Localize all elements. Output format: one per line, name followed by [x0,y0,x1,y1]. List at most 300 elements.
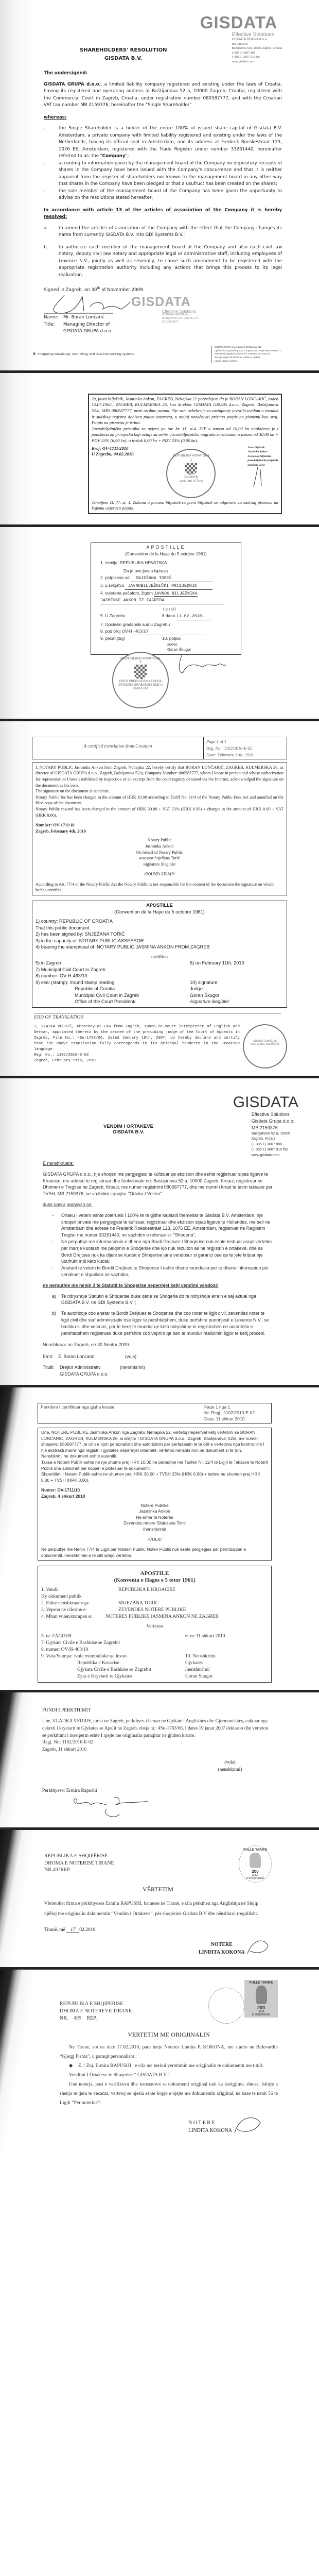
signature-line: /nenshkrimi/ [185,1667,210,1673]
seal-value: JAVNOG BILJEŽNIKA [154,591,198,596]
date-value: 11.02.2010. [176,613,210,620]
nr-value: 499 [73,2015,81,2022]
field-label: 4. ovjerena pečatom, žigom [100,590,153,596]
verification-intro: Ne Tirane, sot ne date 17.02.2010, para meje Noteres Lindita P. KOKONA, me studio ne Bulevardin “Gjergj Fishta”, u paraqit personalisht : [60,2045,278,2060]
apostille-line: 9. Vula/Stampa: /vule rrumbullake qe lexon [41,1654,127,1659]
signer-line: Ne emer te Noteres [136,1514,173,1520]
apostille-convention: (Convention de la Haye du 5 octobre 1961) [114,909,205,914]
round-stamp-note: /ROUND STAMP/ [144,872,175,877]
apostille-certifies: certifies [151,954,168,959]
signer-line: Za javnog bilježnika [247,454,272,458]
stamp-signature-row [91,652,282,708]
signed-text: Signed in Zagreb, on 30 [44,287,97,293]
page-6-albanian-translation [0,1385,319,1690]
translation-date: Data: 11 shkurt 2010 [204,1416,245,1421]
signer-line: /nenshkrimi/ [143,1526,166,1532]
number-signer-row [92,446,278,498]
bullet-icon: ◆ [69,2063,73,2069]
apostille-line: 3) in the capacity of: NOTARY PUBLIC ASSESSOR [36,938,144,943]
notary-signer [247,446,278,488]
tax-stamp [244,1980,278,2018]
whereas-list [44,125,282,202]
letterhead-company: GISDATA GRUPA d.o.o. [232,38,268,41]
logo-tagline: Effective Solutions [232,32,274,38]
seal-line: Republika e Kroacise [77,1660,119,1666]
nr-label: NR. [60,2015,68,2022]
apostille-value: SNJEZANA TORIC [118,1601,159,1606]
verification-date [44,1927,272,1933]
footer [33,346,282,363]
notary-round-stamp [166,449,216,498]
reg-number: Nr. Regj.: 1102/2010-E-02 [204,1410,255,1416]
resolution-label: a. [44,225,48,231]
whereas-item: - the sole member of the management board of the Company has been given the opportunity to advise on the resolutions stated hereafter, [44,188,282,202]
letterhead-line: www.gisdata.com [251,1153,280,1157]
header-line: DHOMA E NOTERISË TIRANË [44,1860,114,1866]
signer-line: assessor Snježana Torić [139,856,180,861]
footer-line: Temeljni kapital 20.000,00 kn uplaćen u cijelosti [214,356,260,359]
page-1-shareholders-resolution [0,0,319,370]
translation-title: A certified translation from Croatian [83,743,152,749]
stamp-text: JAVNI BILJEŽNIK [179,480,204,483]
cert-date: Zagreb, 11 shkurt 2010 [42,1747,87,1752]
authenticity-text: The signature on the document is authentic. [36,789,110,794]
date-day: 17 [66,1927,79,1933]
page-7-translation-end [0,1690,319,1827]
authenticity-text: Nenshkrimi ne dokument eshte autentik. [41,1453,118,1459]
apostille-value: REPUBLIKA E KROACISE [118,1587,175,1593]
letterhead-line: Zagreb, Kroaci [251,1137,275,1141]
resolution-text: to authorize each member of the management board of the Company and also each civil law notary, deputy civil law notary and appropriate legal or administrative staff, including employees of Lexence N.V., jointly as well as severally, to cause such amendment to be registered with the appropriate registration authority including any actions that brings this process to its legal realization. [59,244,282,278]
company-stamp-logo: GISDATA [131,295,191,310]
certification-text: Une, NOTERE PUBLIKE Jasminka Ankon nga Zagrebi, Nehajska 22, vertetoj nepermjet ketij vertetimi se BORAN LONCARIC, ZAGREB, KULMERSKA 26, si drejtor I GISDATA GRUPA d.o.o., Zagreb, Bastijanova, 52/a, me numer shoqerie: 080587777, te cilin e njoh personalisht dhe autorizimin per perfaqesim te te cilit e vertetova nga kontrrollimi I nje ekstrakti marre nga regjistri I gjykates nepermjet internetit, verteton nenshkrimin ne dokument si te tijin. [41,1430,264,1453]
apostille-translation-box [38,1566,272,1683]
letterhead-line: Effective Solutions [251,1111,290,1117]
apostille-value: NOTERES PUBLIKE JASMINA ANKON NE ZAGREB [105,1614,219,1620]
signature-row [44,294,282,335]
undersigned-heading: The undersigned: [44,71,88,76]
letterhead-line: (+ 385 1) 3667 888 [251,1142,282,1146]
certification-date: Zagreb, 4 shkurt 2010 [41,1494,85,1499]
apostille-date: 6. ne 11 shkurt 2010 [185,1634,225,1639]
seal-value-2: JASMINKE ANKON IZ ZAGREBA [100,597,224,604]
seal-line: Gjykata Civile e Bashkise se Zagrebit [77,1667,151,1673]
signatory-name: Mr. Boran Lončarić [63,315,104,320]
title-label: Title: [44,321,55,327]
tax-stamp-unit: LEKE [258,2010,264,2014]
whereas-item: - according to information given by the management board of the Company no depository receipts of shares in the Company have been issued with the Company's concurrence and that it is neither apparent from the register of shareholders nor known to the management board in any other way that shares in the Company have been pledged or that a usufruct has been created on the shares; [44,160,282,188]
signer-line: Zevendes notere Sinjezana Toric [123,1520,186,1526]
rep-label: REP. [60,1867,71,1873]
date-rest: 02.2010 [79,1927,96,1933]
resolution-text: to amend the articles of association of the Company with the effect that the Company changes its name from currently GISDATA B.V. into GDi Systems B.V.; [59,225,282,238]
tax-stamp-title: PULLE TARIFE [243,1848,268,1852]
page-5-albanian-resolution [0,1076,319,1385]
title-label: Titulli: [43,1364,55,1370]
stamps [208,1980,278,2024]
certification-date: Zagreb, February 4th, 2010 [36,828,86,834]
whereas-text: "; [125,154,129,159]
certification-number: Broj: OV-1711/2010 [92,445,129,451]
notary-certification-box [32,762,287,895]
title-block [44,6,167,61]
seal-note: (vula) [125,1354,137,1360]
signature [232,2115,263,2138]
apostille-translation-box [32,901,287,1008]
round-stamp-note: /VULA/ [148,1536,162,1542]
cert-reg-number: Reg. No.: 1102/2010-E-02 [34,1053,89,1057]
translator-certification [34,1024,240,1064]
seal-note: (vula) [224,1759,236,1765]
apostille-label: 4. Mban vulen/stampen e: [41,1614,92,1620]
liability-notice: Ne perputhje me Nenin 77/4 te Ligjit per Noterin Publik, Noteri Publik nuk eshte pergjegjes per permbajtjen e dokumentit, nenshkrimin e te cilit ai/ajo verteton. [41,1547,246,1558]
resolution-body [43,1160,273,1378]
signature [70,1793,158,1819]
notary-title: NOTERE [210,1942,233,1948]
apostille-label: 3. Vepron ne cilesine e: [41,1607,87,1613]
tax-stamp [239,1845,272,1883]
signer-line: Jasminka Ankon [145,843,174,849]
apostille-certifies: t v r d i [163,606,176,612]
footer-line: GISDATA GRUPA d.o.o. Zagreb, Baštijanova 52a [214,345,262,348]
resolutions-list [44,225,282,279]
whereas-text: Anetarit te vetem te Bordit Drejtues te Shoqerise I eshte dhene mundesia per te dhene informacion per vendimet e shpallura ne vazhdim, [61,1265,269,1278]
letterhead-line: Gisdata Grupa d.o.o. [251,1118,295,1124]
signature [245,1938,271,1959]
signatory-title: Drejtor Administrativ [60,1364,101,1370]
coat-of-arms-icon [134,665,147,679]
stamp-text: URED PREDSJEDNIKA SUDA OPĆINSKI GRAĐANSKI SUD U ZAGREBU [118,680,163,690]
signed-place-date [44,285,282,294]
number-value: -463/10 [133,628,205,635]
whereas-item: - Ne perputhje me informacionin e dhene nga Bordi Drejtues I Shoqerise nuk eshte leshuar asnje vertetim per marrje kuotash me pelqimin e Shoqerise dhe kjo nuk rezulton as ne regjistrin e ortakeve, dhe as Bordi Drejtues nuk ka dijeni se kuotat e Shoqerise jane vendosur si garanci ose qe te jete krijuar nje uzufrukt mbi keto kuota; [43,1239,273,1265]
certification-text: Ja, javni bilježnik, Jasminka Ankon, ZAGREB, Nehajska 22 potvrđujem da je BORAN LONČARIĆ, rođen 12.07.1962., ZAGREB, KULMERSKA 26, kao direktor GISDATA GRUPA d.o.o., Zagreb, Baštijanova 52/a, MBS 080587777, meni osobno poznat, čije sam ovlaštenje za zastupanje utvrdila uvidom u izvadak iz sudskog registra dobiven putem interneta, u mojoj nazočnosti priznao potpis na pismenu kao svoj. Potpis na pismenu je istinit. [92,396,278,426]
resolution-label: b) [52,1311,56,1316]
signature-note: (nenshkrimi) [218,1767,242,1772]
page-8-signature-verification [0,1827,319,1967]
signer-line: javnobilježnički prisjednik [247,459,278,463]
cert-reg-number: Regj. Nr.: 1102/2010-E-02 [42,1740,94,1745]
signer-line: /signature illegible/ [143,861,176,867]
signature-line: Judge [190,986,203,992]
apostille-certifies: Verteton [146,1624,163,1630]
stamp-number: 3 [139,660,141,664]
apostille-line: 4) bearing the stamp/seal of: NOTARY PUBLIC JASMINA ANKON FROM ZAGREB [36,944,210,950]
footer-line: Uprava: Boran Lončarić [214,360,237,363]
apostille-line: 8. numer: OV-H-463/10 [41,1647,88,1653]
signature-line: /signature illegible/ [190,999,229,1005]
name-label: Emri: [43,1354,54,1360]
signatory-company: GISDATA GRUPA d.o.o. [63,329,113,334]
signer-line: Javni bilježnik [247,446,265,449]
document-title: VENDIM I ORTAKEVE [103,1123,153,1129]
rep-label: REP. [86,2015,97,2022]
notary-round-stamp [208,1988,244,2024]
reward-text: Notary Public reward has been charged in the amount of HRK 30.00 + VAT 23% (HRK 6.90) + charges in the amount of HRK 0.00 + VAT (HRK 0.00). [36,806,283,818]
signer-line: Jasminka Ankon [247,450,268,454]
footer-company-info [211,346,282,363]
document-subtitle: GISDATA B.V. [104,56,143,61]
letterhead [233,1093,298,1159]
signature-note: (nenshkrimi) [120,1364,145,1370]
company-term: Company [102,154,126,159]
verification-body [60,2043,278,2108]
nr-value: 497 [52,1867,61,1873]
apostille-line: 8) number: OV-H-463/10 [36,973,87,979]
translation-header [32,737,287,759]
field-label: 3. u svojstvu [100,582,125,588]
notary-signature-row [188,2115,278,2138]
signer-line: On behalf of Notary Public [136,850,183,855]
judge-name: Goran Škugor [167,647,191,652]
apostille-title: APOSTILE [140,1570,169,1577]
apostille-line: 7) Municipal Civil Court in Zagreb [36,967,105,972]
apostille-line: 2) has been signed by: SNJEŽANA TORIĆ [36,931,125,937]
notary-header [44,1845,114,1874]
signature-line: 10) signature [190,979,218,985]
signatory-title: Managing Director of [63,321,110,327]
verification-statement: Une noterja, pasi e verifikova dhe konstatova se dokumenti origjinal nuk ka korigjime, shtesa, fshirje a shenja te tjera te vecanta, vertetoj se njesia eshte kopje e njejte me dokumentin origjinal, ne baze te nenit 56 te Ligjit “Per noterine”. [60,2082,278,2106]
page-count: Page 1 of 1 [206,738,226,744]
whereas-text: the sole member of the management board of the Company has been given the opportunity to advise on the resolutions stated hereafter, [59,188,282,200]
certification-date: U Zagrebu, 04.02.2010. [92,451,135,457]
circle-bullet-icon [33,352,36,355]
verification-text: Vërtetohet firma e përkthyeses Ermira RAPUSHI, banuese në Tiranë, e cila përktheu nga Anglishtja në Shqip njëlloj me origjinalin dokumentin “Vendim i Ortakeve”, për shoqërinë Gisdata B.V dhe nënshkroi rregullisht. [44,1901,259,1917]
translation-title: Perkthim I certifikuar nga gjuha kroate. [41,1404,116,1410]
apostille-intro: Da je ovo javna isprava [123,568,168,573]
document-title-ref: Vendimi I Ortakeve te Shoqerise “ GISDATA B.V.”. [69,2073,171,2078]
signature-line: Goran Škugor [190,992,220,998]
whereas-heading: duke pasur parasysh se: [43,1202,93,1208]
translation-date: Date: February 11th, 2010 [206,752,254,757]
apostille-value: ZEVENDES NOTERE PUBLIKE [118,1607,186,1613]
cert-date: Zagreb, February 11th, 2010 [34,1058,96,1063]
signatory-company: GISDATA GRUPA d.o.o. [60,1371,109,1377]
gisdata-logo: GISDATA [200,13,278,32]
undersigned-heading: E nenshkruara: [43,1161,74,1166]
apostille-title: APOSTILLE [146,544,186,550]
translator-name: Perkthyese: Ermira Rapushi [42,1788,97,1794]
end-of-translation: FUNDI I PERKTHIMIT [42,1708,91,1714]
signer-line: Snježana Torić [247,463,265,467]
translation-header [38,1403,272,1424]
letterhead-row [43,1093,298,1159]
date-prefix: Tiranë, më [44,1927,65,1933]
resolution-label: a) [52,1293,56,1299]
notary-signatory [199,1941,245,1956]
apostille-line: 9) seal (stamp): /round stamp reading: [36,979,116,985]
notary-name: LINDITA KOKONA [188,2127,233,2133]
letterhead-line: MB 2159376 [251,1125,278,1130]
fee-text: Taksa e Noterit Publik eshte ne nje shume prej HRK 10.00 ne perputhje me Tarifen Nr. 11/4 te Ligjit te Taksave te Noterit Publik dhe aplikohet per kopjen e plotesuar te dokumentit. [41,1460,268,1471]
apostille-line: 5. ne ZAGREB [41,1634,72,1639]
apostille-box [91,543,241,655]
resolution-item [43,1293,273,1307]
certification-number: Number: OV-1711/10 [36,823,75,828]
header-row [44,1845,272,1883]
resolution-text: Te autorizoje cdo anetar te Bordit Drejtues te Shoqerise dhe cdo noter te ligjit civil, zevendes noter te ligjit civil dhe staf administrativ ose ligjor te pershtatshem, duke perfshire punonjesit e Lexence N.V., se bashku si dhe vecmas, per te bere te mundur qe keto ndryshime te regjistrohen ne autoritetin e pershtatshem regjistrues duke perfshire cdo veprim qe ben te mundur realizimin ligjor te ketij procesi. [61,1311,269,1336]
signed-by-value: SNJEŽANA TORIĆ [131,575,213,582]
letterhead-line: (+385 1) 3667 915 fax [232,56,260,59]
tax-stamp-unit: LEKË [252,1874,259,1877]
signature [177,652,228,677]
bullet-text: Z. / Znj. Ermira RAPUSHI , e cila me kerkoi vertetimin me origjinalin te dokumentit me titull: [78,2063,264,2069]
signatory-block [44,314,131,335]
header-line: REPUBLIKA E SHQIPËRISË [44,1853,108,1859]
signature-field: 10. potpis [162,635,181,641]
translator-certification [42,1718,273,1753]
signature-line: Gjykates [185,1660,203,1666]
tax-stamp-country: R.SHQIPERISE [252,2013,271,2017]
signed-place-date: Nenshkruar ne Zagreb, ne 30 Nentor 2009. [43,1342,130,1348]
reg-number: Reg. No.: 1102/2010-E-02 [206,745,253,751]
letterhead-line: MB 2159376 [232,42,248,46]
reward-text: Shperblimi I Noterit Publik eshte ne shumen prej HRK 30.00 + TVSH 23% (HRK 6.90) + tatime ne shumen prej HRK 0.00 + TVSH (HRK 0.00). [41,1471,260,1483]
stamp-line: MB 2159376 [162,320,179,324]
translator-round-stamp [243,1024,287,1069]
header-line: DHOMA E NOTEREVE TIRANE [60,2008,132,2014]
verification-title: VERTETIM ME ORIGJINALIN [128,2031,210,2039]
signature [44,294,131,314]
bullet-item [60,2061,278,2071]
whereas-text: Ne perputhje me informacionin e dhene nga Bordi Drejtues I Shoqerise nuk eshte leshuar asnje vertetim per marrje kuotash me pelqimin e Shoqerise dhe kjo nuk rezulton as ne regjistrin e ortakeve, dhe as Bordi Drejtues nuk ka dijeni se kuotat e Shoqerise jane vendosur si garanci ose qe te jete krijuar nje uzufrukt mbi keto kuota; [61,1239,272,1264]
footer-line: Račun kod Zagrebačke banke d.d. 2360000-1101-533435 [214,352,270,355]
signatory-column [44,294,131,335]
whereas-text: the Single Shareholder is a holder of the entire 100% of issued share capital of Gisdata B.V. Amsterdam, a private company with limited liability registered and existing under the laws of the Netherlands, having its official seat in Amsterdam, and its address at Frederik Roeskestraat 123, 1076 EE, Amsterdam, registered with the Trade Register under number 33261440, hereinafter referred to as: the " [59,126,282,159]
court-field: 7. Općinski građanski sud u Zagrebu [100,621,170,627]
apostille-convention: (Convention de la Haye du 5 octobre 1961) [125,551,207,556]
notary-signature-row [199,1938,272,1959]
fee-text: Notary Public fee has been charged in the amount of HRK 10.00 according to Tariff No. 11/4 of the Notary Public Fees Act and annulled on the filed copy of the document. [36,794,283,806]
stamp-text: SUDSKI TUMAČ ZA ENGLESKI I NJEMAČKI [251,1039,279,1046]
signature [247,467,268,488]
letterhead [200,6,282,64]
certification-text: I, VLATKA VEDRIŠ, Attorney-at-Law from Zagreb, sworn-in-court interpreter of English and German, appointed thereto by the decree of the presiding judge of the Court of Appeals in Zagreb, File No.: 4Su-1763/06, dated January 19th, 2007, do hereby declare and certify that the above translation fully corresponds to its original rendered in the Croatian language. [34,1024,240,1052]
letterhead-line: (+385 1) 3667 888 [232,51,255,55]
certification-text: Une, VLADKA VEDRIS, jurist ne Zagreb, perkthyes i betuar ne Gjykate i Anglishtes dhe Gjermanishtes, caktuar nga dekreti i kryetarit te Gjykates se Apelit ne Zagreb, dosja nr.: 4Su-1763/06, I dates 19 janar 2007 deklaron dhe verteton se perkthimi i mesiperm eshte I njejte me origjinalin paraqitur ne gjuhen kroate. [42,1719,268,1738]
apostille-line: 7. Gjykata Civile e Bashkise se Zagrebit [41,1640,120,1646]
company-name: GISDATA GRUPA d.o.o. [44,81,101,87]
resolution-text: Te ndryshoje Statutin e Shoqerise duke qene se Shoqeria do te ndryshoje emrin e saj aktual nga GISDATA B.V. ne GDi Systems B.V. ; [61,1293,256,1306]
header-row [60,1980,278,2024]
certification-text: I, NOTARY PUBLIC Jasminka Ankon from Zagreb, Nehajska 22, hereby certify that BORAN LONČARIĆ, ZAGREB, KULMERSKA 26, as director of GISDATA GRUPA d.o.o., Zagreb, Baštijanova 52/a, Company Number: 080587777, whom I know in person and whose authorization for representation I have established by inspection of an excerpt from the court registry obtained via the Internet, acknowledged the signature on the document as his own. [36,765,283,788]
signed-text: of November 2009. [100,287,145,293]
resolution-item [44,244,282,279]
portrait-icon [250,1853,261,1868]
seal-signature-notes [212,1758,248,1773]
coat-of-arms-icon [185,463,197,474]
seal-line: Office of the Court President/ [75,999,136,1005]
apostille-title: APOSTILLE [146,903,173,908]
fee-text: Javnobilježnička pristojba za ovjeru po tar. br. 11. st.4. ZJP u iznosu od 10,00 kn naplaćena je i poništena na primjerku koji ostaje za arhiv. Javnobilježnička nagrada zaračunata u iznosu od 30,00 kn + PDV 23% (6,90 kn), a trošak 0,00 kn + PDV 23% (0,00 kn). [92,426,278,443]
document-title: SHAREHOLDERS' RESOLUTION [80,47,167,53]
undersigned-text: , a limited liability company registered and existing under the laws of Croatia, having its registered and operating address at Baštijanova 52 a, 10000 Zagreb, Croatia, registered with the Commercial Court in Zagreb, Croatia, under registration number 080587777, and with the Croatian VAT tax number MB 2159376, hereinafter the "Single Shareholder" [44,81,282,108]
judge-label: sudac [167,641,178,647]
letterhead-line: Baštijanova 52a, 10000 Zagreb, Croatia [232,47,282,50]
court-round-stamp [112,652,169,708]
page-2-notary-certification [0,370,319,524]
stamp-line: GISDATA GRUPA d.o.o. [162,313,192,317]
gisdata-logo: GISDATA [233,1093,298,1111]
signer-line: Notere Publike [140,1502,169,1508]
stamp-line: Baštijanova 52a, Zagreb, RH [162,317,199,320]
notary-header [60,1980,132,2022]
tax-stamp-value: 200 [252,1869,259,1874]
undersigned-paragraph [44,81,282,109]
seal-line: Municipal Civil Court in Zagreb [75,992,139,998]
tax-stamp-title: PULLE TARIFE [249,1981,273,1985]
whereas-heading: whereas: [44,114,67,120]
seal-field: 9. pečat (žig) [100,635,125,641]
stamp-text: REPUBLIKA HRVATSKA [120,656,161,660]
apostille-label: 2. Eshte nenshkruar nga: [41,1601,90,1606]
letterhead-line: (+ 385 1) 3667 915 fax [251,1148,288,1152]
whereas-item: - the Single Shareholder is a holder of the entire 100% of issued share capital of Gisdata B.V. Amsterdam, a private company with limited liability registered and existing under the laws of the Netherlands, having its official seat in Amsterdam, and its address at Frederik Roeskestraat 123, 1076 EE, Amsterdam, registered with the Trade Register under number 33261440, hereinafter referred to as: the "Company"; [44,126,282,159]
letterhead-row [44,6,282,64]
apostille-label: Ky dokument publik [41,1594,82,1600]
signer-line: Jasminka Ankon [139,1509,170,1514]
tax-stamp-country: R.SHQIPERISË [246,1877,264,1880]
field-label: 8. pod broj OV-H [100,628,132,634]
apostille-convention: (Konventa e Hages e 5 tetor 1961) [114,1577,196,1584]
name-label: Name: [44,315,59,320]
signature-line: Goran Skugor [185,1674,213,1680]
footer-tagline [33,352,134,356]
whereas-text: Ortaku I vetem eshte zoteruesi I 100% te te gjithe kapitalit themeltar te Gisdata B.V. Amsterdam, nje shoqeri private me pergjegjesi te kufizuar, regjistruar dhe ekziston sipas ligjeve te Hollandes, me seli ne Amsterdam dhe adrese ne Frederik Roeskestraat 123, 1076 EE, Amsterdam, regjistruar ne Regjistrin Tregtar me numer 33261440, ne vazhdim e referuar si: "Shoqeria"; [61,1212,270,1238]
signature-line: 10. Nenshkrimi [185,1654,216,1659]
translator-certification-row [32,1024,287,1069]
signer-line: Notary Public [147,838,172,843]
company-stamp [131,294,199,324]
resolution-item [43,1310,273,1336]
liability-notice: Temeljem čl. 77. st. 4. Zakona o javnom bilježništvu javni bilježnik ne odgovara za sadržaj pismena na kojemu ovjerava potpis. [92,499,278,511]
notary-certification-box [38,1428,272,1561]
field-label: 2. potpisana od [100,574,130,580]
signed-sup: th [97,286,100,290]
apostille-country: 1. zemlja: REPUBLIKA HRVATSKA [100,560,167,565]
certification-number: Numer: OV-1711/10 [41,1487,80,1493]
place-field: 5. U Zagrebu [100,613,126,618]
document-subtitle: GISDATA B.V. [112,1129,145,1135]
whereas-item: - Ortaku I vetem eshte zoteruesi I 100% te te gjithe kapitalit themeltar te Gisdata B.V. Amsterdam, nje shoqeri private me pergjegjesi te kufizuar, regjistruar dhe ekziston sipas ligjeve te Hollandes, me seli ne Amsterdam dhe adrese ne Frederik Roeskestraat 123, 1076 EE, Amsterdam, regjistruar ne Regjistrin Tregtar me numer 33261440, ne vazhdim e referuar si: "Shoqeria"; [43,1212,273,1239]
apostille-label: 1. Vendi: [41,1587,59,1593]
undersigned-text: GISDATA GRUPA d.o.o., nje shoqeri me pergjegjesi te kufizuar qe ekziston dhe eshte regjistruar sipas ligjeve te Kroacise, me adrese te regjistruar dhe funksionale ne: Bastijanova 52 a, 10000 Zagreb, Kroaci, regjistruar ne Dhomen e Tregtise ne Zagreb, Kroaci, me numer regjistrimi 080587777, dhe me numrin kroat te tatim taksave per TVSH, MB 2159376, ne vazhdim i quajtur "Ortaku I Vetem" [43,1171,273,1197]
page-3-apostille [0,524,319,719]
nr-label: NR. [44,1867,53,1873]
resolved-heading: ne perputhje me nenin 3 te Statutit te Shoqerise nepermjet ketij vendimi vendosi: [43,1282,219,1288]
page-9-copy-verification [0,1967,319,2154]
apostille-line: 5) in Zagreb [36,960,61,966]
stamp-text: REPUBLIKA HRVATSKA [172,453,210,457]
letterhead-line: www.gisdata.com [232,60,254,63]
field-label: 6.dana [162,613,175,618]
capacity-value: JAVNOBILJEŽNIČKI PRISJEDNIK [125,583,212,590]
resolved-heading: In accordance with article 13 of the articles of association of the Company it is hereby resolved: [44,207,282,219]
apostille-line: 1) country: REPUBLIC OF CROATIA [36,919,113,924]
notary-name: LINDITA KOKONA [199,1950,245,1956]
footer-left-text: Integrating knowledge, technology and data into working systems [38,352,134,357]
title-block [43,1094,153,1135]
letterhead-lines [232,38,282,64]
whereas-item: - Anetarit te vetem te Bordit Drejtues te Shoqerise I eshte dhene mundesia per te dhene informacion per vendimet e shpallura ne vazhdim, [43,1265,273,1278]
whereas-text: according to information given by the management board of the Company no depository receipts of shares in the Company have been issued with the Company's concurrence and that it is neither apparent from the register of shareholders nor known to the management board in any other way that shares in the Company have been pledged or that a usufruct has been created on the shares; [59,160,282,187]
tax-stamp-value: 200 [257,2005,265,2011]
signatory-name: Z. Boran Loncaric [58,1354,95,1360]
header-line: REPUBLIKA E SHQIPERISE [60,2001,123,2007]
notary-title: N O T E R E [188,2120,215,2126]
seal-line: Zyra e Kryetarit te Gjykates [77,1674,132,1680]
letterhead-line: Bastijanova 52 a, 10000 [251,1131,290,1136]
